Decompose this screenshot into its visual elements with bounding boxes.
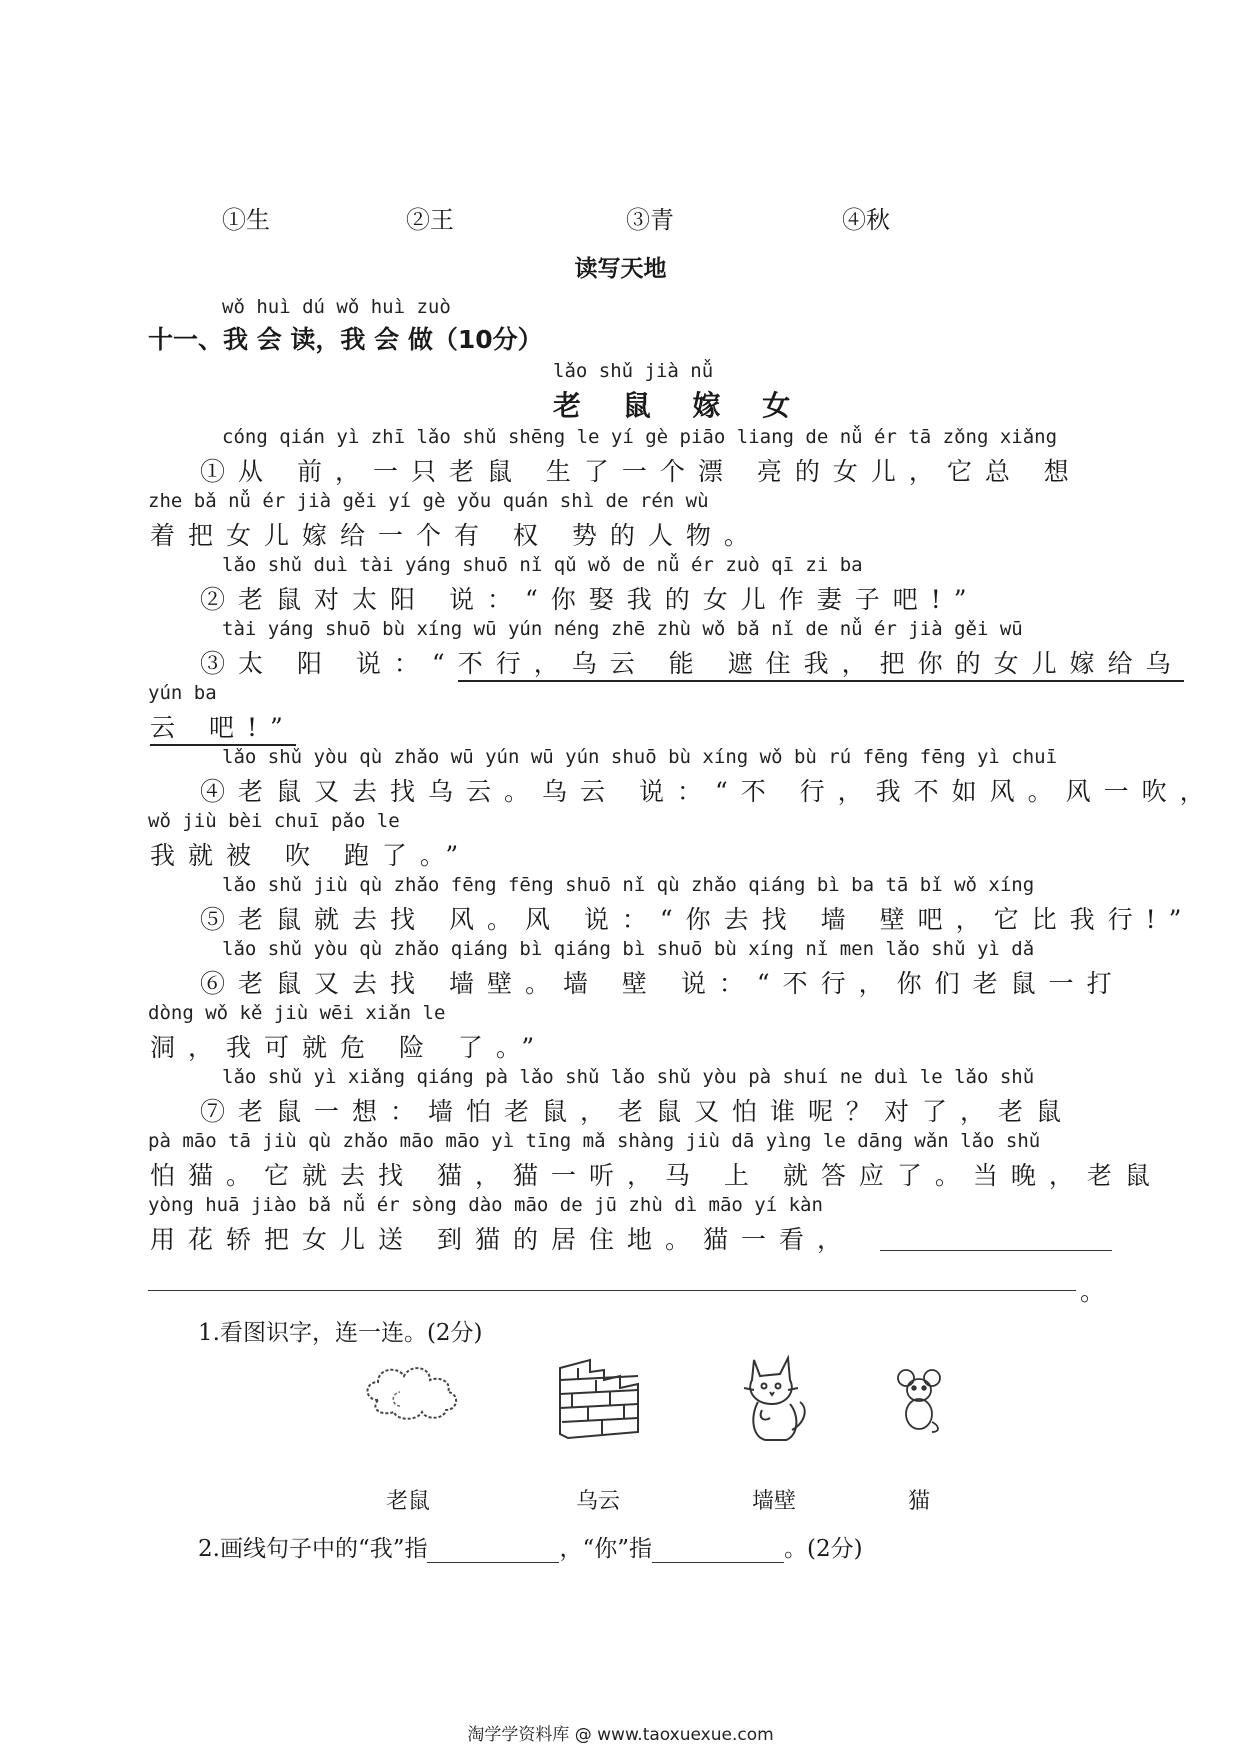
- story-text-5: [150, 708, 296, 744]
- story-text-12: 怕猫。它就去找 猫，猫一听，马 上 就答应了。当晚，老鼠: [150, 1161, 1163, 1190]
- choice-3: ③青: [626, 206, 674, 234]
- answer-blank-ni[interactable]: [652, 1540, 784, 1563]
- story-pinyin-2: zhe bǎ nǚ ér jià gěi yí gè yǒu quán shì de rén wù: [148, 490, 709, 512]
- label-dark-cloud: 乌云: [576, 1489, 621, 1514]
- story-text-11: ⑦老鼠一想：墙怕老鼠，老鼠又怕谁呢？对了，老鼠: [200, 1097, 1075, 1126]
- wall-picture: [558, 1358, 648, 1440]
- story-pinyin-6: lǎo shǔ yòu qù zhǎo wū yún wū yún shuō bù xíng wǒ bù rú fēng fēng yì chuī: [222, 746, 1058, 768]
- sub-question-2: [198, 1530, 863, 1563]
- story-pinyin-3: lǎo shǔ duì tài yáng shuō nǐ qǔ wǒ de nǚ ér zuò qī zi ba: [222, 554, 863, 576]
- underlined-sentence-end: 云 吧!”: [150, 713, 296, 746]
- underlined-sentence: 不行，乌云 能 遮住我，把你的女儿嫁给乌: [458, 649, 1184, 682]
- story-text-4: [200, 644, 1184, 680]
- footer-watermark: 淘学学资料库 @ www.taoxuexue.com: [467, 1725, 774, 1745]
- story-text-7: 我就被 吹 跑了。”: [150, 841, 472, 870]
- cloud-picture: [360, 1360, 470, 1430]
- question-pinyin: wǒ huì dú wǒ huì zuò: [222, 296, 451, 318]
- label-cat: 猫: [908, 1489, 931, 1514]
- story-title-pinyin: lǎo shǔ jià nǚ: [553, 360, 714, 382]
- story-text-13: 用花轿把女儿送 到猫的居住地。猫一看，: [150, 1225, 855, 1254]
- answer-blank-2[interactable]: [148, 1290, 1076, 1291]
- story-pinyin-13: yòng huā jiào bǎ nǚ ér sòng dào māo de jū zhù dì māo yí kàn: [148, 1194, 823, 1216]
- label-wall: 墙壁: [752, 1489, 797, 1514]
- story-text-1: ①从 前，一只老鼠 生了一个漂 亮的女儿，它总 想: [200, 457, 1082, 486]
- sub-question-2-part-c: 。(2分): [784, 1536, 863, 1562]
- story-pinyin-10: dòng wǒ kě jiù wēi xiǎn le: [148, 1002, 446, 1024]
- choice-2: ②王: [406, 206, 454, 234]
- story-text-3: ②老鼠对太阳 说：“你娶我的女儿作妻子吧!”: [200, 585, 980, 614]
- story-text-10: 洞，我可就危 险 了。”: [150, 1033, 548, 1062]
- story-pinyin-4: tài yáng shuō bù xíng wū yún néng zhē zhù wǒ bǎ nǐ de nǚ ér jià gěi wū: [222, 618, 1023, 640]
- mouse-picture: [896, 1366, 944, 1434]
- end-mark: 。: [1080, 1277, 1108, 1306]
- choice-1: ①生: [222, 206, 270, 234]
- sub-question-1: 1.看图识字，连一连。(2分): [198, 1320, 483, 1346]
- story-pinyin-11: lǎo shǔ yì xiǎng qiáng pà lǎo shǔ lǎo shǔ yòu pà shuí ne duì le lǎo shǔ: [222, 1066, 1035, 1088]
- story-text-2: 着把女儿嫁给一个有 权 势的人物。: [150, 521, 762, 550]
- story-pinyin-12: pà māo tā jiù qù zhǎo māo māo yì tīng mǎ shàng jiù dā yìng le dāng wǎn lǎo shǔ: [148, 1130, 1041, 1152]
- story-pinyin-1: cóng qián yì zhī lǎo shǔ shēng le yí gè piāo liang de nǚ ér tā zǒng xiǎng: [222, 426, 1058, 448]
- label-mouse: 老鼠: [386, 1489, 431, 1514]
- sub-question-2-part-a: 2.画线句子中的“我”指: [198, 1536, 428, 1562]
- story-title: 老 鼠 嫁 女: [553, 389, 807, 422]
- story-text-8: ⑤老鼠就去找 风。风 说：“你去找 墙 壁吧，它比我行!”: [200, 905, 1195, 934]
- story-pinyin-7: wǒ jiù bèi chuī pǎo le: [148, 810, 400, 832]
- story-text-9: ⑥老鼠又去找 墙壁。墙 壁 说：“不行，你们老鼠一打: [200, 969, 1125, 998]
- answer-blank-wo[interactable]: [427, 1540, 559, 1563]
- section-title: 读写天地: [574, 256, 667, 282]
- story-text-4-lead: ③太 阳 说：“: [200, 649, 458, 678]
- story-pinyin-8: lǎo shǔ jiù qù zhǎo fēng fēng shuō nǐ qù zhǎo qiáng bì ba tā bǐ wǒ xíng: [222, 874, 1035, 896]
- sub-question-2-part-b: ，“你”指: [559, 1536, 652, 1562]
- choice-4: ④秋: [842, 206, 890, 234]
- answer-blank-1[interactable]: [880, 1250, 1112, 1251]
- story-pinyin-5: yún ba: [148, 682, 217, 704]
- story-pinyin-9: lǎo shǔ yòu qù zhǎo qiáng bì qiáng bì shuō bù xíng nǐ men lǎo shǔ yì dǎ: [222, 938, 1035, 960]
- story-text-6: ④老鼠又去找乌云。乌云 说：“不 行，我不如风。风一吹，: [200, 777, 1218, 806]
- question-heading: 十一、我 会 读，我 会 做（10分）: [148, 325, 543, 354]
- cat-picture: [740, 1352, 812, 1446]
